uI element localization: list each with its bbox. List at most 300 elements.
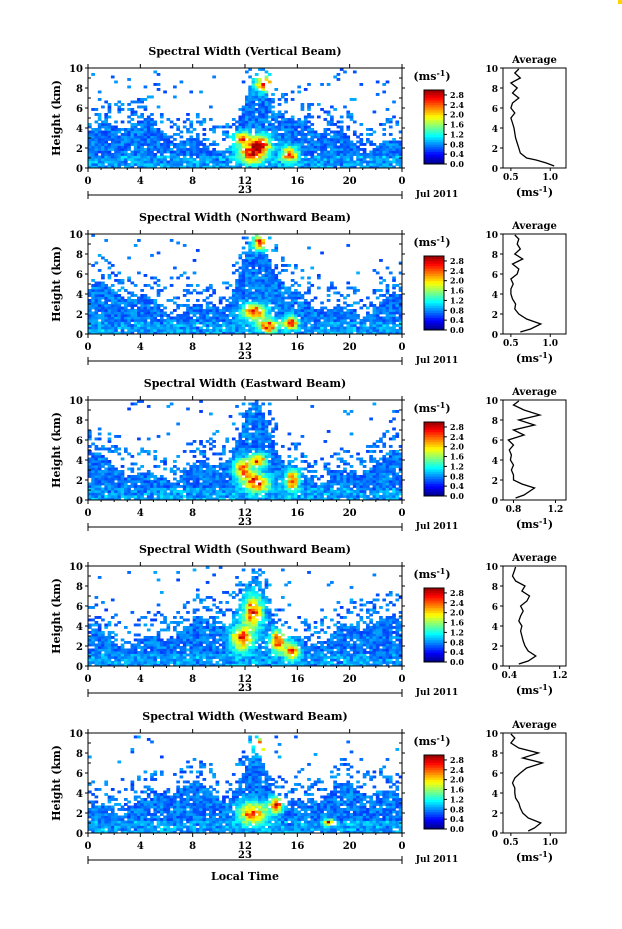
average-x-tick-label: 1.0 [542,339,559,349]
heatmap-cell [320,312,324,315]
heatmap-cell [117,101,121,104]
heatmap-cell [294,143,298,146]
heatmap-cell [274,302,278,305]
heatmap-cell [248,96,252,99]
heatmap-cell [245,458,249,461]
heatmap-cell [111,156,115,159]
heatmap-cell [261,317,265,320]
heatmap-cell [297,86,301,89]
heatmap-cell [131,463,135,466]
heatmap-cell [382,309,386,312]
heatmap-cell [392,324,396,327]
heatmap-cell [255,440,259,443]
heatmap-cell [117,153,121,156]
heatmap-cell [284,151,288,154]
heatmap-cell [242,483,246,486]
heatmap-cell [265,116,269,119]
heatmap-cell [274,443,278,446]
heatmap-cell [392,153,396,156]
heatmap-cell [199,153,203,156]
heatmap-cell [310,480,314,483]
heatmap-cell [104,468,108,471]
heatmap-cell [150,317,154,320]
heatmap-cell [359,153,363,156]
heatmap-cell [104,141,108,144]
heatmap-cell [258,488,262,491]
heatmap-cell [88,458,92,461]
heatmap-cell [346,161,350,164]
heatmap-cell [193,483,197,486]
heatmap-cell [258,470,262,473]
heatmap-cell [248,257,252,260]
heatmap-cell [255,123,259,126]
heatmap-cell [324,136,328,139]
heatmap-cell [101,163,105,166]
heatmap-cell [212,468,216,471]
heatmap-cell [274,156,278,159]
heatmap-cell [222,450,226,453]
heatmap-cell [301,106,305,109]
heatmap-cell [353,121,357,124]
heatmap-cell [297,470,301,473]
heatmap-cell [248,403,252,406]
heatmap-cell [245,136,249,139]
heatmap-cell [95,148,99,151]
heatmap-cell [183,475,187,478]
heatmap-cell [337,153,341,156]
heatmap-cell [291,143,295,146]
heatmap-cell [278,478,282,481]
heatmap-cell [294,289,298,292]
heatmap-cell [222,151,226,154]
heatmap-cell [271,480,275,483]
heatmap-cell [147,329,151,332]
heatmap-cell [98,483,102,486]
heatmap-cell [337,324,341,327]
heatmap-cell [157,329,161,332]
heatmap-cell [265,433,269,436]
heatmap-cell [376,151,380,154]
heatmap-cell [157,73,161,76]
heatmap-cell [245,433,249,436]
heatmap-cell [248,302,252,305]
heatmap-cell [278,128,282,131]
heatmap-cell [258,78,262,81]
heatmap-cell [196,249,200,252]
heatmap-cell [170,403,174,406]
heatmap-cell [167,143,171,146]
heatmap-cell [91,297,95,300]
heatmap-cell [324,440,328,443]
heatmap-cell [245,106,249,109]
heatmap-cell [242,403,246,406]
heatmap-cell [392,319,396,322]
heatmap-cell [288,463,292,466]
heatmap-cell [265,78,269,81]
heatmap-cell [333,158,337,161]
heatmap-cell [310,299,314,302]
heatmap-cell [274,121,278,124]
heatmap-cell [104,128,108,131]
heatmap-cell [346,113,350,116]
heatmap-cell [199,304,203,307]
heatmap-cell [255,329,259,332]
heatmap-cell [157,289,161,292]
heatmap-cell [121,121,125,124]
heatmap-cell [304,151,308,154]
heatmap-cell [140,327,144,330]
heatmap-cell [144,480,148,483]
heatmap-cell [379,307,383,310]
heatmap-cell [137,329,141,332]
heatmap-cell [245,450,249,453]
heatmap-cell [238,314,242,317]
heatmap-cell [219,319,223,322]
heatmap-cell [281,161,285,164]
heatmap-cell [232,458,236,461]
heatmap-cell [261,96,265,99]
heatmap-cell [121,480,125,483]
heatmap-cell [173,493,177,496]
heatmap-cell [137,106,141,109]
heatmap-cell [157,146,161,149]
heatmap-cell [265,254,269,257]
heatmap-cell [95,438,99,441]
heatmap-cell [307,163,311,166]
heatmap-cell [245,322,249,325]
heatmap-cell [163,151,167,154]
heatmap-cell [307,126,311,129]
heatmap-cell [170,148,174,151]
heatmap-cell [124,304,128,307]
heatmap-cell [376,297,380,300]
heatmap-cell [245,116,249,119]
colorbar-step [424,149,444,152]
heatmap-cell [281,302,285,305]
heatmap-cell [232,123,236,126]
heatmap-cell [91,143,95,146]
heatmap-cell [222,156,226,159]
heatmap-cell [170,327,174,330]
heatmap-cell [202,161,206,164]
heatmap-cell [268,138,272,141]
heatmap-cell [245,292,249,295]
average-x-label: $(ms^{-1})$ [515,184,554,199]
heatmap-cell [216,314,220,317]
heatmap-cell [314,470,318,473]
heatmap-cell [111,322,115,325]
heatmap-cell [219,317,223,320]
heatmap-cell [202,138,206,141]
heatmap-cell [255,408,259,411]
heatmap-cell [131,468,135,471]
heatmap-cell [261,161,265,164]
heatmap-cell [346,126,350,129]
heatmap-cell [144,153,148,156]
heatmap-cell [131,319,135,322]
heatmap-cell [252,418,256,421]
panel-title: Spectral Width (Vertical Beam) [148,45,342,58]
heatmap-cell [189,161,193,164]
heatmap-cell [157,312,161,315]
heatmap-cell [317,143,321,146]
heatmap-cell [98,158,102,161]
heatmap-cell [91,158,95,161]
heatmap-cell [163,468,167,471]
heatmap-cell [258,312,262,315]
heatmap-cell [134,488,138,491]
heatmap-cell [261,423,265,426]
heatmap-cell [291,91,295,94]
heatmap-cell [291,133,295,136]
heatmap-cell [147,297,151,300]
heatmap-cell [209,143,213,146]
heatmap-cell [95,327,99,330]
heatmap-cell [281,93,285,96]
heatmap-cell [343,329,347,332]
heatmap-cell [147,490,151,493]
heatmap-cell [147,478,151,481]
heatmap-cell [91,443,95,446]
heatmap-cell [265,151,269,154]
heatmap-cell [232,272,236,275]
heatmap-cell [117,151,121,154]
heatmap-cell [294,141,298,144]
heatmap-cell [346,324,350,327]
heatmap-cell [245,413,249,416]
heatmap-cell [91,73,95,76]
heatmap-cell [170,324,174,327]
heatmap-cell [219,473,223,476]
heatmap-cell [255,302,259,305]
heatmap-cell [268,488,272,491]
heatmap-cell [271,428,275,431]
heatmap-cell [157,307,161,310]
heatmap-cell [225,148,229,151]
heatmap-cell [176,118,180,121]
heatmap-cell [238,490,242,493]
heatmap-cell [212,480,216,483]
heatmap-cell [140,495,144,498]
heatmap-cell [91,317,95,320]
heatmap-cell [170,161,174,164]
heatmap-cell [199,475,203,478]
heatmap-cell [261,430,265,433]
heatmap-cell [134,490,138,493]
heatmap-cell [238,485,242,488]
heatmap-cell [124,485,128,488]
heatmap-cell [304,141,308,144]
colorbar-step [424,117,444,120]
heatmap-cell [265,430,269,433]
heatmap-cell [235,327,239,330]
heatmap-cell [137,116,141,119]
heatmap-cell [170,239,174,242]
heatmap-cell [310,495,314,498]
heatmap-cell [248,128,252,131]
colorbar-step [424,271,444,274]
heatmap-cell [91,458,95,461]
heatmap-cell [173,495,177,498]
heatmap-cell [346,282,350,285]
heatmap-cell [199,468,203,471]
heatmap-cell [108,277,112,280]
heatmap-cell [121,156,125,159]
heatmap-cell [117,148,121,151]
heatmap-cell [304,460,308,463]
heatmap-cell [245,111,249,114]
heatmap-cell [291,322,295,325]
heatmap-cell [333,322,337,325]
heatmap-cell [265,329,269,332]
heatmap-cell [258,463,262,466]
heatmap-cell [131,133,135,136]
heatmap-cell [252,81,256,84]
heatmap-cell [261,460,265,463]
heatmap-cell [160,319,164,322]
heatmap-cell [343,163,347,166]
heatmap-cell [288,465,292,468]
heatmap-cell [284,128,288,131]
heatmap-cell [206,463,210,466]
heatmap-cell [382,161,386,164]
heatmap-cell [209,329,213,332]
heatmap-cell [91,493,95,496]
heatmap-cell [173,317,177,320]
heatmap-cell [104,302,108,305]
heatmap-cell [265,420,269,423]
heatmap-cell [255,249,259,252]
heatmap-cell [186,292,190,295]
heatmap-cell [216,163,220,166]
heatmap-cell [261,113,265,116]
heatmap-cell [310,485,314,488]
heatmap-cell [310,405,314,408]
heatmap-cell [268,294,272,297]
heatmap-cell [366,314,370,317]
heatmap-cell [219,297,223,300]
heatmap-cell [301,297,305,300]
heatmap-cell [252,488,256,491]
heatmap-cell [291,490,295,493]
heatmap-cell [101,478,105,481]
heatmap-cell [389,304,393,307]
heatmap-cell [271,143,275,146]
heatmap-cell [95,284,99,287]
heatmap-cell [265,287,269,290]
heatmap-cell [301,480,305,483]
heatmap-cell [284,287,288,290]
heatmap-cell [350,287,354,290]
heatmap-cell [343,138,347,141]
heatmap-cell [137,480,141,483]
heatmap-cell [108,319,112,322]
heatmap-cell [245,435,249,438]
heatmap-cell [291,324,295,327]
x-tick-label: 8 [189,176,197,187]
heatmap-cell [144,319,148,322]
heatmap-cell [98,91,102,94]
average-y-tick-label: 10 [485,231,498,241]
heatmap-cell [150,96,154,99]
heatmap-cell [373,309,377,312]
heatmap-cell [258,249,262,252]
heatmap-cell [176,495,180,498]
heatmap-cell [265,101,269,104]
heatmap-cell [153,156,157,159]
heatmap-cell [186,113,190,116]
heatmap-cell [261,156,265,159]
heatmap-cell [199,143,203,146]
heatmap-cell [265,272,269,275]
heatmap-cell [219,488,223,491]
heatmap-cell [212,440,216,443]
heatmap-cell [314,475,318,478]
heatmap-cell [271,294,275,297]
heatmap-cell [373,131,377,134]
heatmap-cell [314,151,318,154]
heatmap-cell [183,478,187,481]
heatmap-cell [291,98,295,101]
heatmap-cell [167,299,171,302]
heatmap-cell [359,161,363,164]
heatmap-cell [382,123,386,126]
heatmap-cell [232,448,236,451]
heatmap-cell [209,493,213,496]
heatmap-cell [278,488,282,491]
heatmap-cell [366,163,370,166]
heatmap-cell [153,158,157,161]
heatmap-cell [163,138,167,141]
heatmap-cell [252,141,256,144]
heatmap-cell [101,294,105,297]
heatmap-cell [219,495,223,498]
heatmap-cell [327,113,331,116]
heatmap-cell [307,292,311,295]
heatmap-cell [238,413,242,416]
heatmap-cell [209,488,213,491]
heatmap-cell [252,244,256,247]
heatmap-cell [252,445,256,448]
heatmap-cell [242,123,246,126]
heatmap-cell [189,123,193,126]
heatmap-cell [206,287,210,290]
heatmap-cell [193,272,197,275]
heatmap-cell [288,329,292,332]
heatmap-cell [196,138,200,141]
heatmap-cell [346,304,350,307]
heatmap-cell [284,470,288,473]
heatmap-cell [157,161,161,164]
heatmap-cell [301,126,305,129]
heatmap-cell [219,453,223,456]
heatmap-cell [108,136,112,139]
heatmap-cell [265,299,269,302]
heatmap-cell [134,304,138,307]
heatmap-cell [327,138,331,141]
heatmap-cell [304,490,308,493]
heatmap-cell [304,493,308,496]
heatmap-cell [284,319,288,322]
heatmap-cell [114,146,118,149]
heatmap-cell [209,153,213,156]
heatmap-cell [327,299,331,302]
heatmap-cell [242,153,246,156]
heatmap-cell [333,141,337,144]
heatmap-cell [216,158,220,161]
heatmap-cell [225,307,229,310]
heatmap-cell [147,138,151,141]
